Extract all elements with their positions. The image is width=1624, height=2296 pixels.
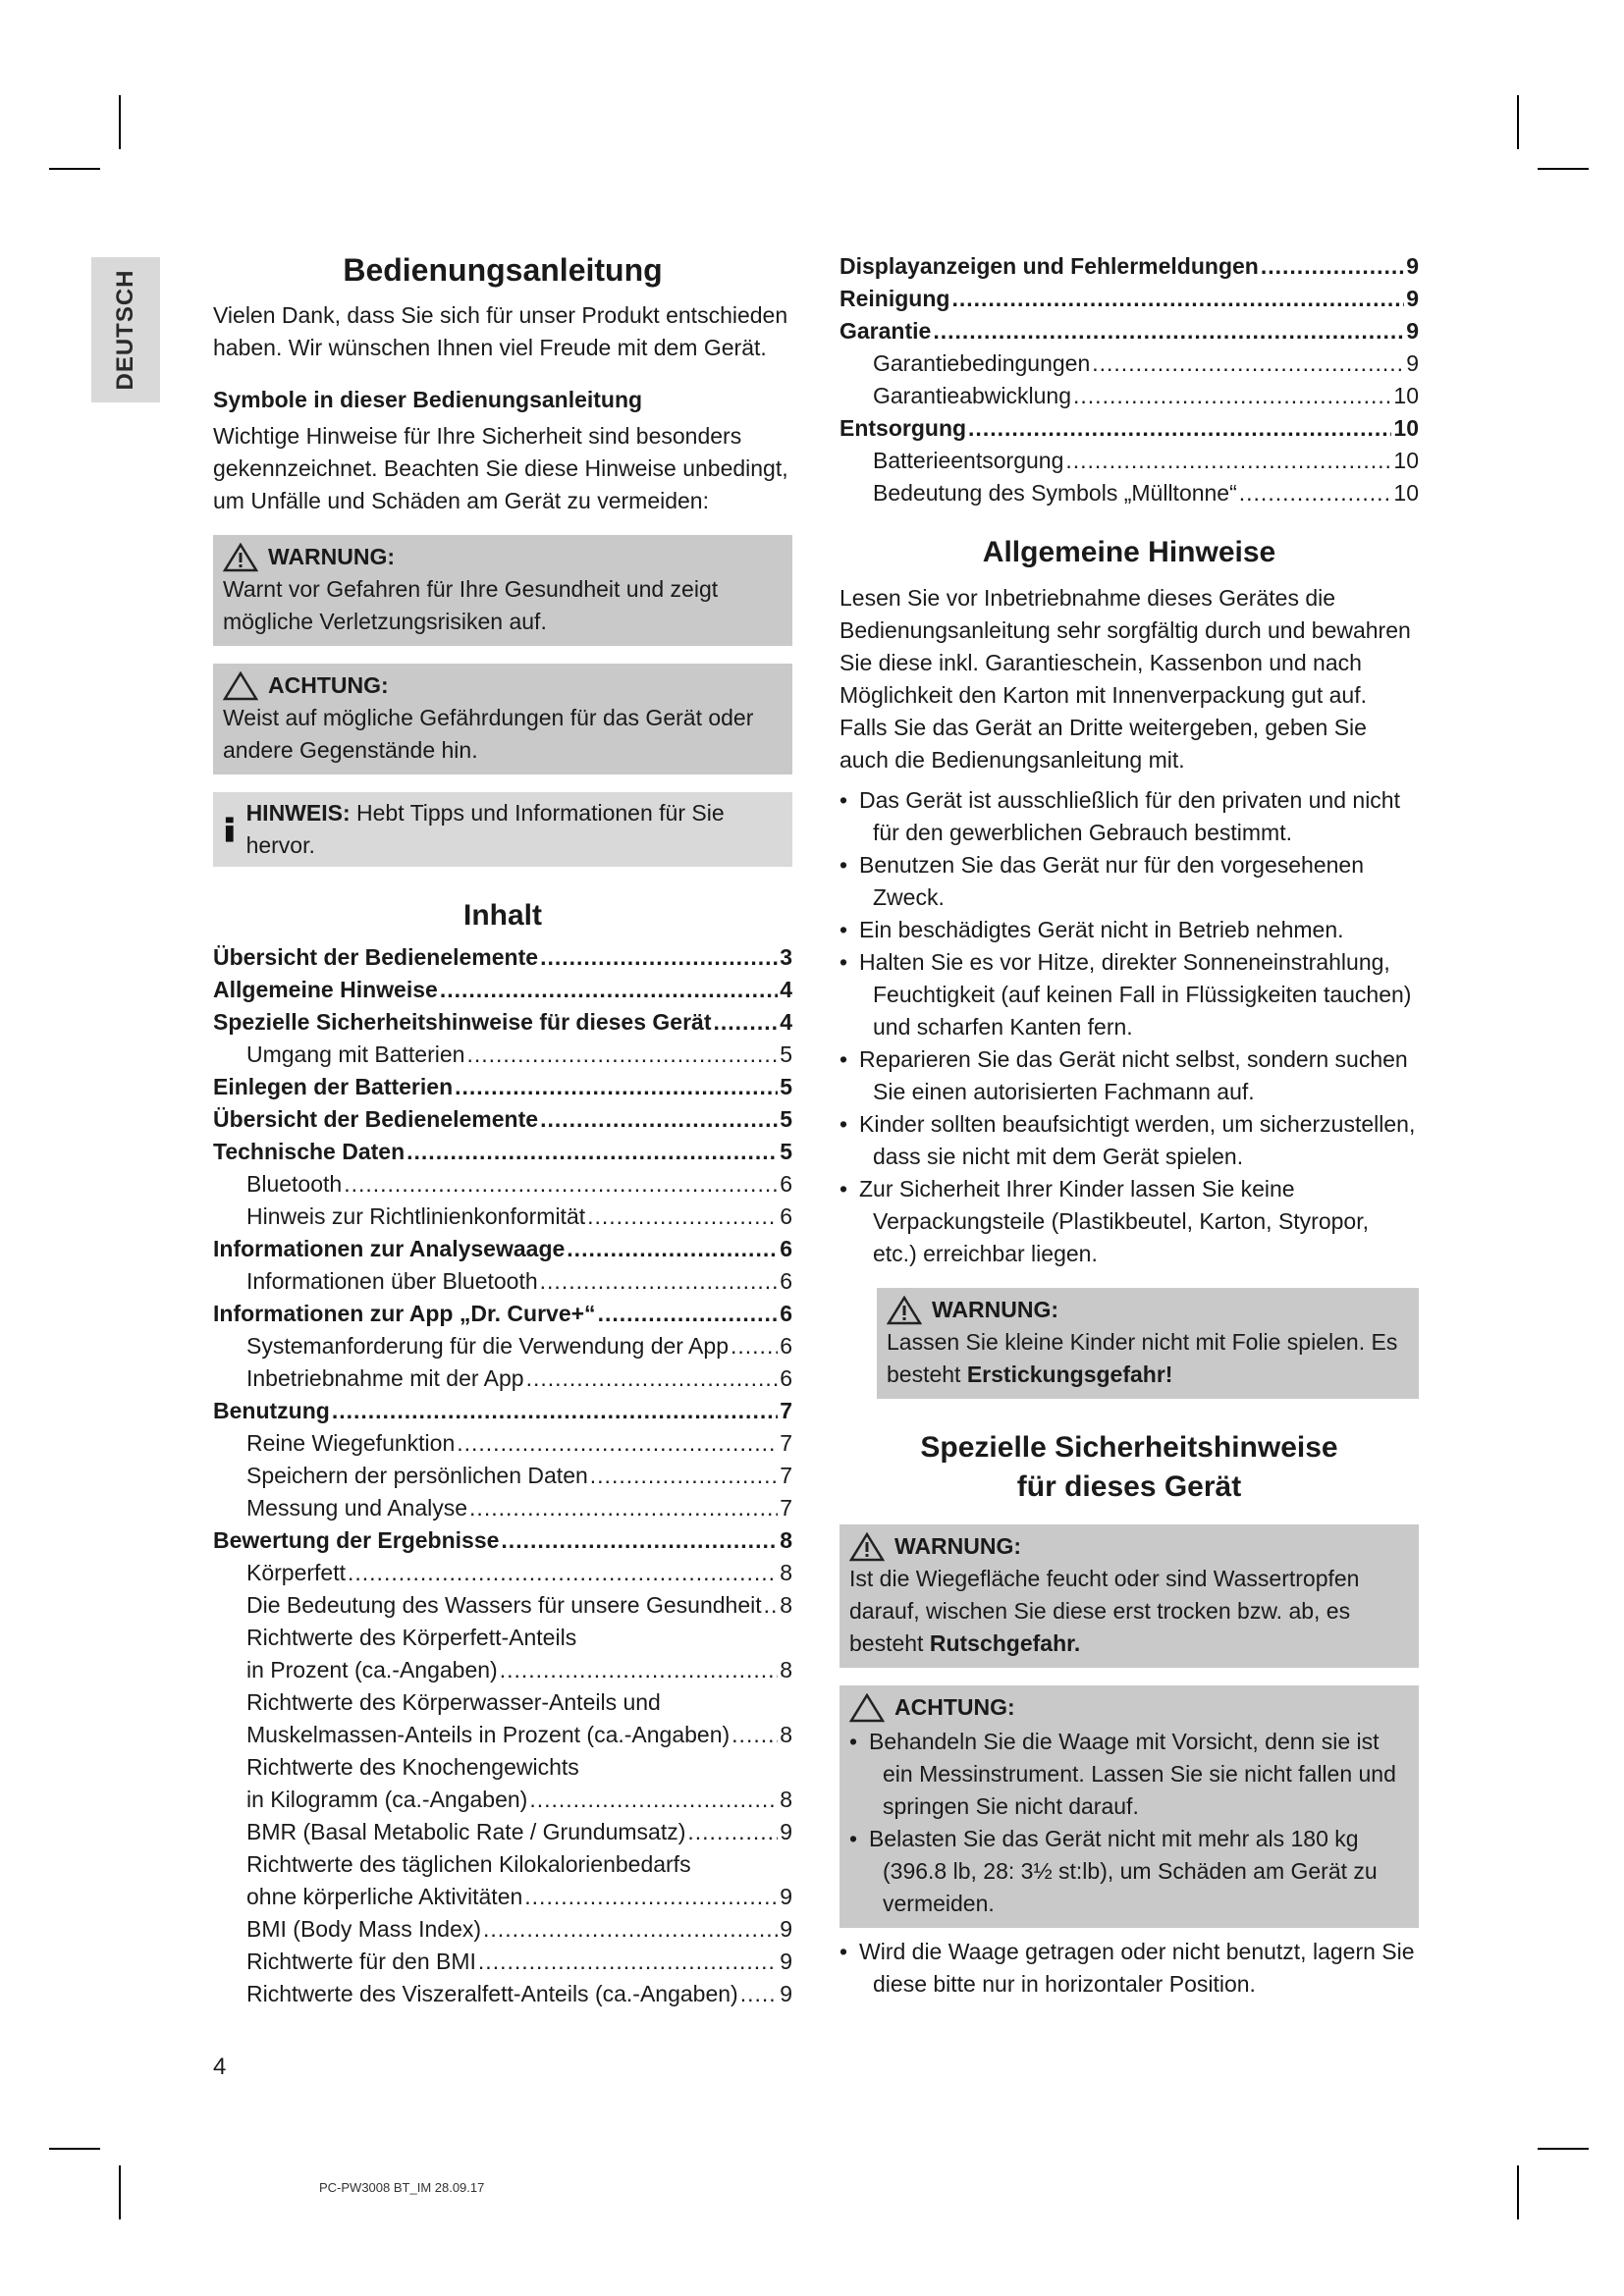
last-bullet-list <box>839 1936 1419 2001</box>
toc-row <box>213 1168 792 1201</box>
toc-row <box>213 1039 792 1071</box>
toc-label: Entsorgung <box>839 415 967 441</box>
toc-label: Die Bedeutung des Wassers für unsere Gesundheit <box>246 1592 762 1618</box>
toc-label: Inbetriebnahme mit der App <box>246 1365 524 1391</box>
toc-page: 5 <box>780 1106 792 1132</box>
toc-page: 9 <box>1406 350 1419 376</box>
toc-page: 9 <box>1406 253 1419 279</box>
toc-row <box>839 347 1419 380</box>
toc-row <box>213 1848 792 1881</box>
toc-page: 6 <box>780 1365 792 1391</box>
list-item: • Halten Sie es vor Hitze, direkter Sonneneinstrahlung, Feuchtigkeit (auf keinen Fall in Flüssigkeiten tauchen) und scharfen Kanten fern. <box>839 946 1419 1043</box>
toc-dot-leader <box>540 1103 778 1136</box>
list-item: • Ein beschädigtes Gerät nicht in Betrieb nehmen. <box>839 914 1419 946</box>
hint-text: Hebt Tipps und Informationen für Sie hervor. <box>245 800 725 858</box>
toc-row <box>213 1103 792 1136</box>
toc-row <box>839 445 1419 477</box>
crop-mark <box>119 2165 121 2219</box>
toc-page: 6 <box>780 1171 792 1197</box>
list-item: • Belasten Sie das Gerät nicht mit mehr als 180 kg (396.8 lb, 28: 3½ st:lb), um Schäden am Gerät zu vermeiden. <box>849 1823 1409 1920</box>
toc-label: Richtwerte des täglichen Kilokalorienbedarfs <box>246 1851 691 1877</box>
general-text: Lesen Sie vor Inbetriebnahme dieses Gerätes die Bedienungsanleitung sehr sorgfältig durch und bewahren Sie diese inkl. Garantieschein, Kassenbon und nach Möglichkeit den Karton mit Innenverpackung gut auf. Falls Sie das Gerät an Dritte weitergeben, geben Sie auch die Bedienungsanleitung mit. <box>839 585 1411 773</box>
toc-label: Technische Daten <box>213 1139 406 1164</box>
toc-dot-leader <box>764 1589 779 1622</box>
toc-label: Garantieabwicklung <box>873 383 1072 408</box>
toc-row <box>213 1233 792 1265</box>
toc-label: in Prozent (ca.-Angaben) <box>246 1657 498 1682</box>
intro-text: Vielen Dank, dass Sie sich für unser Produkt entschieden haben. Wir wünschen Ihnen viel Freude mit dem Gerät. <box>213 302 788 360</box>
toc-dot-leader <box>1092 347 1404 380</box>
page-number: 4 <box>213 2054 227 2080</box>
toc-dot-leader <box>598 1298 779 1330</box>
toc-page: 6 <box>780 1236 792 1261</box>
toc-left <box>213 941 792 2010</box>
toc-label: Bewertung der Ergebnisse <box>213 1527 500 1553</box>
toc-label: Einlegen der Batterien <box>213 1074 454 1099</box>
toc-page: 10 <box>1393 383 1419 408</box>
toc-dot-leader <box>1065 445 1391 477</box>
toc-row <box>839 283 1419 315</box>
toc-row <box>839 412 1419 445</box>
caution-label: ACHTUNG: <box>894 1694 1015 1720</box>
hint-label: HINWEIS: <box>245 800 351 826</box>
toc-dot-leader <box>567 1233 778 1265</box>
toc-label: Körperfett <box>246 1560 346 1585</box>
toc-page: 6 <box>780 1301 792 1326</box>
toc-page: 8 <box>780 1560 792 1585</box>
toc-row <box>213 1751 792 1784</box>
crop-mark <box>1517 2165 1519 2219</box>
toc-row <box>213 1136 792 1168</box>
toc-label: BMR (Basal Metabolic Rate / Grundumsatz) <box>246 1819 686 1844</box>
toc-dot-leader <box>1073 380 1391 412</box>
caution-bullets <box>849 1726 1409 1920</box>
toc-dot-leader <box>455 1071 778 1103</box>
caution-text: Weist auf mögliche Gefährdungen für das Gerät oder andere Gegenstände hin. <box>223 705 754 763</box>
toc-page: 7 <box>780 1495 792 1521</box>
toc-label: Hinweis zur Richtlinienkonformität <box>246 1203 586 1229</box>
toc-page: 8 <box>780 1787 792 1812</box>
warning-box <box>213 535 792 646</box>
toc-page: 9 <box>780 1981 792 2006</box>
toc-dot-leader <box>466 1039 778 1071</box>
toc-dot-leader <box>332 1395 778 1427</box>
toc-page: 5 <box>780 1074 792 1099</box>
list-item: • Kinder sollten beaufsichtigt werden, um sicherzustellen, dass sie nicht mit dem Gerät spielen. <box>839 1108 1419 1173</box>
toc-dot-leader <box>731 1330 778 1362</box>
toc-page: 4 <box>780 1009 792 1035</box>
toc-row <box>213 1784 792 1816</box>
toc-title: Inhalt <box>463 899 542 932</box>
toc-row <box>213 974 792 1006</box>
special-title-line2: für dieses Gerät <box>1016 1470 1242 1503</box>
slip-warning-bold: Rutschgefahr. <box>929 1630 1081 1656</box>
toc-page: 8 <box>780 1722 792 1747</box>
toc-label: Spezielle Sicherheitshinweise für dieses Gerät <box>213 1009 712 1035</box>
toc-label: Übersicht der Bedienelemente <box>213 944 539 970</box>
caution-label: ACHTUNG: <box>268 672 389 698</box>
toc-label: Richtwerte des Körperfett-Anteils <box>246 1625 577 1650</box>
toc-label: Richtwerte des Knochengewichts <box>246 1754 579 1780</box>
toc-row <box>213 1881 792 1913</box>
slip-warning-box <box>839 1524 1419 1668</box>
toc-page: 8 <box>780 1592 792 1618</box>
toc-dot-leader <box>348 1557 778 1589</box>
right-column <box>839 250 1419 2001</box>
slip-warning-text: Ist die Wiegefläche feucht oder sind Wassertropfen darauf, wischen Sie diese erst trocken bzw. ab, es besteht <box>849 1566 1360 1656</box>
toc-row <box>213 1913 792 1946</box>
symbols-heading: Symbole in dieser Bedienungsanleitung <box>213 387 643 412</box>
toc-row <box>213 1460 792 1492</box>
toc-dot-leader <box>713 1006 778 1039</box>
toc-dot-leader <box>1239 477 1392 509</box>
list-item: • Wird die Waage getragen oder nicht benutzt, lagern Sie diese bitte nur in horizontaler Position. <box>839 1936 1419 2001</box>
toc-page: 8 <box>780 1657 792 1682</box>
toc-label: BMI (Body Mass Index) <box>246 1916 482 1942</box>
toc-label: Speichern der persönlichen Daten <box>246 1463 588 1488</box>
language-tab-label: DEUTSCH <box>112 269 138 391</box>
toc-label: in Kilogramm (ca.-Angaben) <box>246 1787 528 1812</box>
toc-dot-leader <box>500 1654 779 1686</box>
crop-mark <box>49 2148 100 2150</box>
toc-label: Richtwerte des Körperwasser-Anteils und <box>246 1689 661 1715</box>
footer-code: PC-PW3008 BT_IM 28.09.17 <box>319 2180 485 2195</box>
toc-page: 9 <box>1406 286 1419 311</box>
toc-label: ohne körperliche Aktivitäten <box>246 1884 523 1909</box>
toc-row <box>839 380 1419 412</box>
toc-dot-leader <box>483 1913 778 1946</box>
toc-dot-leader <box>478 1946 778 1978</box>
list-item: • Behandeln Sie die Waage mit Vorsicht, denn sie ist ein Messinstrument. Lassen Sie sie nicht fallen und springen Sie nicht darauf. <box>849 1726 1409 1823</box>
crop-mark <box>1538 2148 1589 2150</box>
toc-row <box>213 1492 792 1524</box>
toc-label: Umgang mit Batterien <box>246 1041 465 1067</box>
toc-dot-leader <box>587 1201 778 1233</box>
toc-page: 6 <box>780 1203 792 1229</box>
toc-row <box>213 1654 792 1686</box>
toc-row <box>213 1006 792 1039</box>
toc-row <box>213 1071 792 1103</box>
toc-row <box>213 1265 792 1298</box>
toc-label: Informationen über Bluetooth <box>246 1268 538 1294</box>
toc-dot-leader <box>440 974 778 1006</box>
toc-row <box>839 250 1419 283</box>
toc-page: 4 <box>780 977 792 1002</box>
warning-label: WARNUNG: <box>932 1297 1059 1322</box>
crop-mark <box>119 95 121 149</box>
toc-label: Richtwerte des Viszeralfett-Anteils (ca.-Angaben) <box>246 1981 738 2006</box>
toc-label: Reinigung <box>839 286 950 311</box>
toc-dot-leader <box>590 1460 778 1492</box>
list-item: • Das Gerät ist ausschließlich für den privaten und nicht für den gewerblichen Gebrauch bestimmt. <box>839 784 1419 849</box>
children-warning-bold: Erstickungsgefahr! <box>966 1362 1173 1387</box>
toc-label: Bedeutung des Symbols „Mülltonne“ <box>873 480 1237 506</box>
toc-dot-leader <box>951 283 1404 315</box>
toc-page: 10 <box>1393 480 1419 506</box>
caution-box <box>213 664 792 774</box>
special-title-line1: Spezielle Sicherheitshinweise <box>920 1431 1338 1464</box>
toc-dot-leader <box>540 941 778 974</box>
left-column <box>213 250 792 2010</box>
toc-page: 9 <box>1406 318 1419 344</box>
toc-dot-leader <box>731 1719 778 1751</box>
toc-page: 9 <box>780 1819 792 1844</box>
toc-row <box>213 1362 792 1395</box>
toc-row <box>213 1589 792 1622</box>
toc-dot-leader <box>406 1136 778 1168</box>
toc-page: 9 <box>780 1949 792 1974</box>
toc-dot-leader <box>968 412 1391 445</box>
toc-label: Allgemeine Hinweise <box>213 977 438 1002</box>
toc-dot-leader <box>501 1524 778 1557</box>
warning-triangle-icon <box>849 1532 885 1562</box>
toc-dot-leader <box>529 1784 778 1816</box>
toc-row <box>213 941 792 974</box>
toc-dot-leader <box>540 1265 779 1298</box>
toc-label: Reine Wiegefunktion <box>246 1430 456 1456</box>
caution-box-right <box>839 1685 1419 1928</box>
toc-label: Übersicht der Bedienelemente <box>213 1106 539 1132</box>
toc-dot-leader <box>526 1362 779 1395</box>
toc-page: 9 <box>780 1884 792 1909</box>
toc-label: Garantie <box>839 318 932 344</box>
list-item: • Zur Sicherheit Ihrer Kinder lassen Sie keine Verpackungsteile (Plastikbeutel, Karton, Styropor, etc.) erreichbar liegen. <box>839 1173 1419 1270</box>
toc-row <box>213 1330 792 1362</box>
toc-row <box>213 1946 792 1978</box>
list-item: • Benutzen Sie das Gerät nur für den vorgesehenen Zweck. <box>839 849 1419 914</box>
toc-row <box>213 1395 792 1427</box>
toc-page: 10 <box>1393 448 1419 473</box>
toc-dot-leader <box>344 1168 778 1201</box>
toc-row <box>839 315 1419 347</box>
crop-mark <box>49 168 100 170</box>
toc-label: Garantiebedingungen <box>873 350 1091 376</box>
toc-label: Messung und Analyse <box>246 1495 468 1521</box>
toc-dot-leader <box>687 1816 778 1848</box>
manual-title: Bedienungsanleitung <box>343 252 663 288</box>
toc-page: 5 <box>780 1041 792 1067</box>
toc-label: Informationen zur App „Dr. Curve+“ <box>213 1301 596 1326</box>
toc-label: Batterieentsorgung <box>873 448 1064 473</box>
toc-dot-leader <box>933 315 1404 347</box>
toc-row <box>213 1686 792 1719</box>
warning-triangle-icon <box>887 1296 922 1325</box>
toc-label: Informationen zur Analysewaage <box>213 1236 566 1261</box>
hint-box <box>213 792 792 867</box>
children-warning-text: Lassen Sie kleine Kinder nicht mit Folie spielen. Es besteht <box>887 1329 1398 1387</box>
children-warning-box <box>877 1288 1419 1399</box>
info-icon <box>223 816 237 843</box>
toc-label: Bluetooth <box>246 1171 343 1197</box>
language-tab <box>91 257 160 402</box>
toc-dot-leader <box>1261 250 1404 283</box>
toc-dot-leader <box>524 1881 778 1913</box>
toc-page: 7 <box>780 1398 792 1423</box>
toc-label: Displayanzeigen und Fehlermeldungen <box>839 253 1259 279</box>
toc-row <box>839 477 1419 509</box>
warning-text: Warnt vor Gefahren für Ihre Gesundheit und zeigt mögliche Verletzungsrisiken auf. <box>223 576 719 634</box>
toc-row <box>213 1557 792 1589</box>
toc-page: 7 <box>780 1430 792 1456</box>
warning-label: WARNUNG: <box>894 1533 1022 1559</box>
toc-row <box>213 1298 792 1330</box>
toc-row <box>213 1816 792 1848</box>
toc-page: 8 <box>780 1527 792 1553</box>
toc-row <box>213 1524 792 1557</box>
general-title: Allgemeine Hinweise <box>982 536 1276 568</box>
caution-triangle-icon <box>849 1693 885 1723</box>
toc-page: 10 <box>1393 415 1419 441</box>
toc-row <box>213 1978 792 2010</box>
toc-label: Muskelmassen-Anteils in Prozent (ca.-Angaben) <box>246 1722 731 1747</box>
toc-right <box>839 250 1419 509</box>
toc-page: 7 <box>780 1463 792 1488</box>
crop-mark <box>1517 95 1519 149</box>
toc-label: Benutzung <box>213 1398 330 1423</box>
symbols-text: Wichtige Hinweise für Ihre Sicherheit sind besonders gekennzeichnet. Beachten Sie diese Hinweise unbedingt, um Unfälle und Schäden am Gerät zu vermeiden: <box>213 423 788 513</box>
toc-row <box>213 1427 792 1460</box>
toc-row <box>213 1622 792 1654</box>
toc-page: 6 <box>780 1333 792 1359</box>
toc-row <box>213 1719 792 1751</box>
toc-page: 5 <box>780 1139 792 1164</box>
toc-label: Systemanforderung für die Verwendung der App <box>246 1333 729 1359</box>
list-item: • Reparieren Sie das Gerät nicht selbst, sondern suchen Sie einen autorisierten Fachmann auf. <box>839 1043 1419 1108</box>
warning-label: WARNUNG: <box>268 544 396 569</box>
general-bullets <box>839 784 1419 1270</box>
toc-dot-leader <box>469 1492 778 1524</box>
toc-page: 9 <box>780 1916 792 1942</box>
caution-triangle-icon <box>223 671 258 701</box>
warning-triangle-icon <box>223 543 258 572</box>
crop-mark <box>1538 168 1589 170</box>
toc-page: 3 <box>780 944 792 970</box>
toc-dot-leader <box>740 1978 779 2010</box>
toc-page: 6 <box>780 1268 792 1294</box>
toc-dot-leader <box>457 1427 778 1460</box>
toc-row <box>213 1201 792 1233</box>
toc-label: Richtwerte für den BMI <box>246 1949 476 1974</box>
